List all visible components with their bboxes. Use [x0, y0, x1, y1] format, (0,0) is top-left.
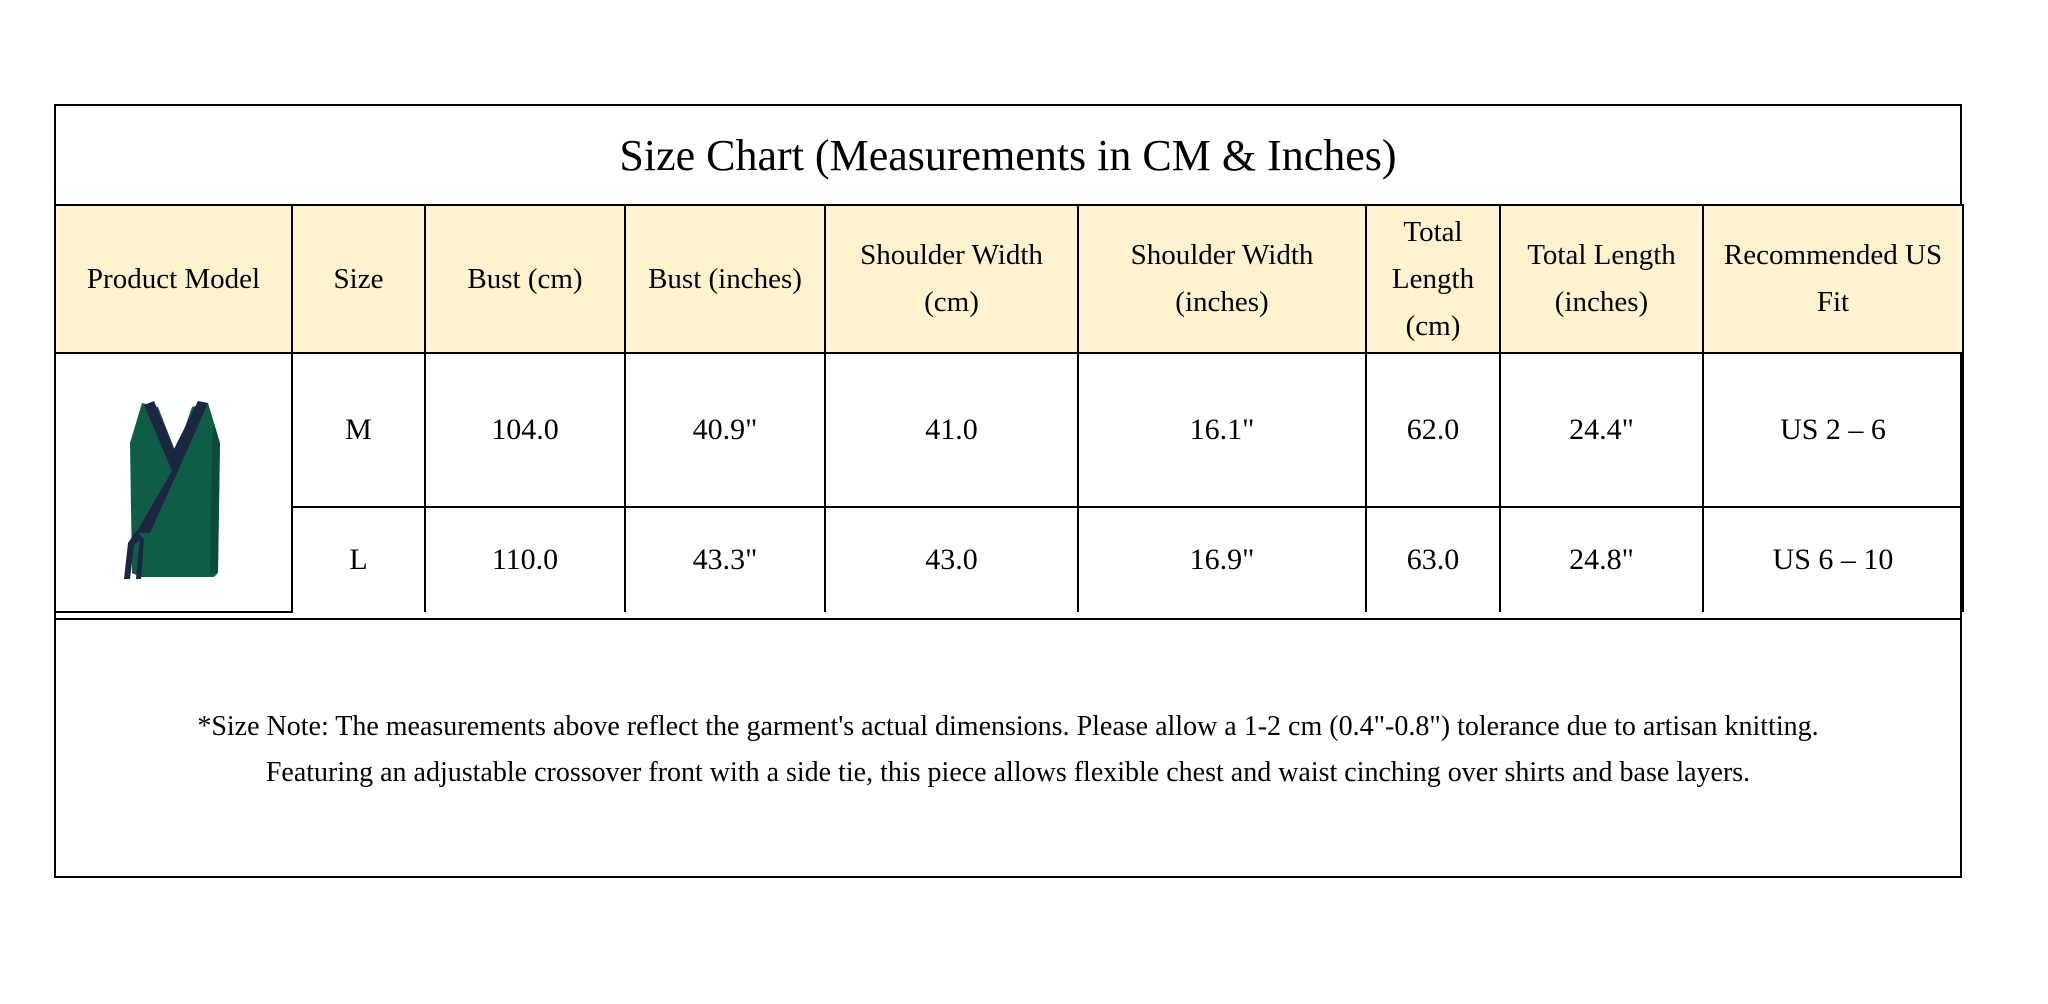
header-bust-cm: Bust (cm) — [425, 205, 625, 353]
length-cm-cell: 63.0 — [1366, 507, 1500, 612]
length-cm-cell: 62.0 — [1366, 353, 1500, 507]
length-inches-cell: 24.4" — [1500, 353, 1703, 507]
header-bust-inches: Bust (inches) — [625, 205, 825, 353]
table-row — [55, 507, 1963, 612]
bust-cm-cell: 110.0 — [425, 507, 625, 612]
us-fit-cell: US 6 – 10 — [1703, 507, 1963, 612]
page-title: Size Chart (Measurements in CM & Inches) — [56, 106, 1960, 206]
shoulder-cm-cell: 43.0 — [825, 507, 1078, 612]
us-fit-cell: US 2 – 6 — [1703, 353, 1963, 507]
header-shoulder-cm: Shoulder Width (cm) — [825, 205, 1078, 353]
shoulder-inches-cell: 16.9" — [1078, 507, 1366, 612]
size-cell: L — [292, 507, 425, 612]
header-length-cm: Total Length (cm) — [1366, 205, 1500, 353]
length-inches-cell: 24.8" — [1500, 507, 1703, 612]
size-note-line-2: Featuring an adjustable crossover front with a side tie, this piece allows flexible chest and waist cinching over shirts and base layers. — [265, 757, 1751, 788]
bust-inches-cell: 40.9" — [625, 353, 825, 507]
header-row — [55, 205, 1963, 353]
header-us-fit: Recommended US Fit — [1703, 205, 1963, 353]
header-product-model: Product Model — [55, 205, 292, 353]
size-note-line-1: *Size Note: The measurements above reflect the garment's actual dimensions. Please allow a 1-2 cm (0.4"-0.8") tolerance due to artisan knitting. — [197, 711, 1819, 742]
green-knit-vest-image — [114, 383, 234, 583]
header-size: Size — [292, 205, 425, 353]
bust-cm-cell: 104.0 — [425, 353, 625, 507]
header-shoulder-inches: Shoulder Width (inches) — [1078, 205, 1366, 353]
size-note — [56, 618, 1960, 880]
size-table — [54, 204, 1964, 613]
shoulder-inches-cell: 16.1" — [1078, 353, 1366, 507]
size-cell: M — [292, 353, 425, 507]
shoulder-cm-cell: 41.0 — [825, 353, 1078, 507]
table-row — [55, 353, 1963, 507]
product-image-cell — [55, 353, 292, 612]
size-chart-frame — [54, 104, 1962, 878]
header-length-inches: Total Length (inches) — [1500, 205, 1703, 353]
bust-inches-cell: 43.3" — [625, 507, 825, 612]
